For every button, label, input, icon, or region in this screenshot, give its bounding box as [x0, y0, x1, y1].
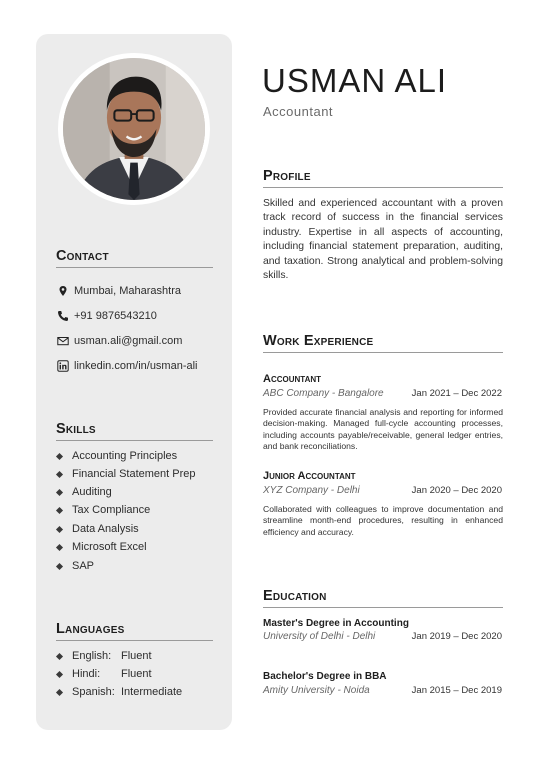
skill-label: SAP	[72, 560, 95, 572]
skill-label: Tax Compliance	[72, 504, 151, 516]
contact-email[interactable]	[56, 333, 182, 349]
job-meta	[263, 485, 502, 496]
language-level: Fluent	[121, 650, 152, 662]
candidate-role: Accountant	[263, 104, 334, 119]
linkedin-icon	[56, 360, 69, 373]
job-company: ABC Company - Bangalore	[263, 388, 384, 399]
diamond-bullet-icon	[56, 671, 63, 678]
job-description: Collaborated with colleagues to improve documentation and streamline month-end procedures, resulting in enhanced efficiency and accuracy.	[263, 504, 503, 537]
education-school: University of Delhi - Delhi	[263, 631, 376, 642]
job-description: Provided accurate financial analysis and reporting for informed decision-making. Managed full-cycle accounting processes, including accounts payable/receivable, general ledger entries, and bank reconciliations.	[263, 407, 503, 452]
skill-item	[56, 503, 150, 517]
contact-linkedin[interactable]	[56, 358, 198, 374]
job-title: Accountant	[263, 373, 322, 385]
education-dates: Jan 2015 – Dec 2019	[411, 685, 502, 696]
skills-heading: Skills	[56, 421, 213, 441]
candidate-name: USMAN ALI	[262, 62, 448, 99]
diamond-bullet-icon	[56, 544, 63, 551]
languages-heading: Languages	[56, 621, 213, 641]
job-title: Junior Accountant	[263, 470, 356, 482]
language-level: Fluent	[121, 668, 152, 680]
diamond-bullet-icon	[56, 507, 63, 514]
diamond-bullet-icon	[56, 471, 63, 478]
phone-icon	[56, 310, 69, 323]
education-heading: Education	[263, 588, 503, 608]
language-item	[56, 685, 182, 699]
job-dates: Jan 2020 – Dec 2020	[411, 485, 502, 496]
skill-label: Data Analysis	[72, 523, 139, 535]
education-meta	[263, 631, 502, 642]
language-level: Intermediate	[121, 686, 183, 698]
envelope-icon	[56, 335, 69, 348]
contact-location-text: Mumbai, Maharashtra	[74, 285, 181, 297]
education-degree: Bachelor's Degree in BBA	[263, 671, 387, 682]
language-item	[56, 649, 152, 663]
contact-phone[interactable]	[56, 308, 157, 324]
skill-label: Financial Statement Prep	[72, 468, 196, 480]
language-item	[56, 667, 152, 681]
job-dates: Jan 2021 – Dec 2022	[411, 388, 502, 399]
job-meta	[263, 388, 502, 399]
portrait-image	[63, 58, 205, 200]
skill-item	[56, 559, 94, 573]
skill-item	[56, 540, 147, 554]
skill-label: Accounting Principles	[72, 450, 178, 462]
contact-linkedin-text[interactable]: linkedin.com/in/usman-ali	[74, 360, 198, 372]
diamond-bullet-icon	[56, 453, 63, 460]
profile-photo	[58, 53, 210, 205]
profile-summary: Skilled and experienced accountant with a proven track record of success in the financial services industry. Expertise in all aspects of accounting, including financial statement preparation, auditing, and taxation. Strong analytical and problem-solving skills.	[263, 198, 503, 282]
job-company: XYZ Company - Delhi	[263, 485, 360, 496]
education-degree: Master's Degree in Accounting	[263, 618, 409, 629]
contact-location	[56, 283, 181, 299]
profile-heading: Profile	[263, 168, 503, 188]
diamond-bullet-icon	[56, 526, 63, 533]
language-name: Hindi:	[72, 668, 101, 680]
contact-email-text[interactable]: usman.ali@gmail.com	[74, 335, 183, 347]
diamond-bullet-icon	[56, 653, 63, 660]
skill-label: Microsoft Excel	[72, 541, 147, 553]
skill-item	[56, 522, 139, 536]
contact-heading: Contact	[56, 248, 213, 268]
diamond-bullet-icon	[56, 563, 63, 570]
language-name: English:	[72, 650, 112, 662]
skill-item	[56, 467, 196, 481]
education-school: Amity University - Noida	[263, 685, 370, 696]
contact-phone-text[interactable]: +91 9876543210	[74, 310, 157, 322]
diamond-bullet-icon	[56, 489, 63, 496]
education-dates: Jan 2019 – Dec 2020	[411, 631, 502, 642]
diamond-bullet-icon	[56, 689, 63, 696]
skill-item	[56, 449, 177, 463]
education-meta	[263, 685, 502, 696]
skill-label: Auditing	[72, 486, 112, 498]
language-name: Spanish:	[72, 686, 115, 698]
work-experience-heading: Work Experience	[263, 333, 503, 353]
location-pin-icon	[56, 285, 69, 298]
skill-item	[56, 485, 112, 499]
